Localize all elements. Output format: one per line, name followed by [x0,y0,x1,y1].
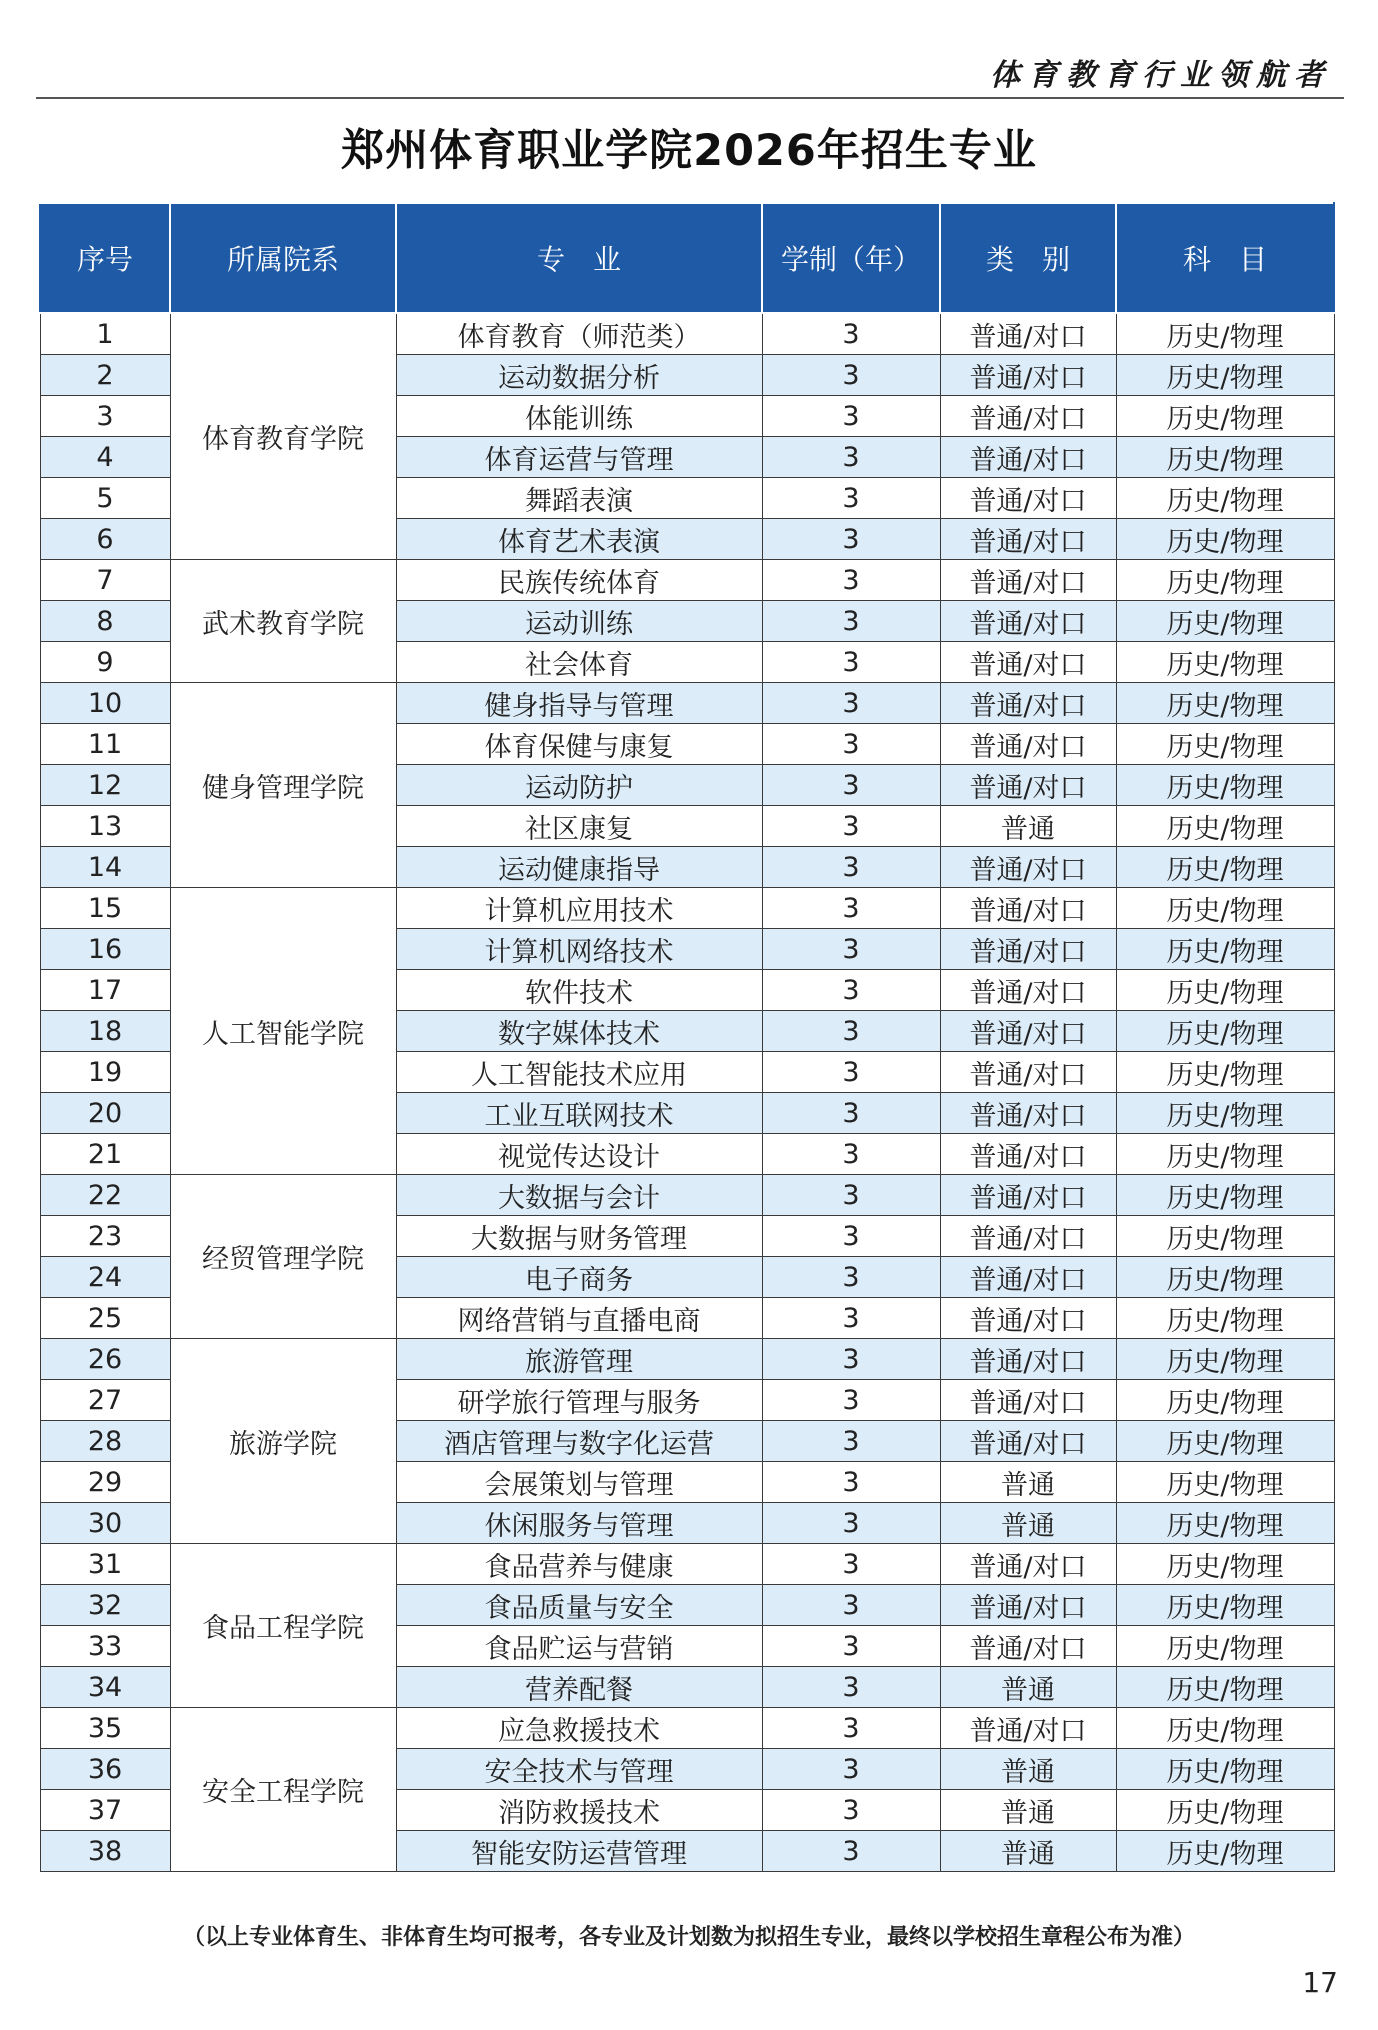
cell-subject: 历史/物理 [1116,519,1334,560]
cell-subject: 历史/物理 [1116,642,1334,683]
cell-type: 普通/对口 [940,847,1116,888]
cell-major: 体育教育（师范类） [396,313,762,355]
table-body [40,313,1334,1872]
table-row [40,1175,1334,1216]
cell-years: 3 [762,1298,940,1339]
cell-type: 普通/对口 [940,1175,1116,1216]
cell-subject: 历史/物理 [1116,970,1334,1011]
cell-type: 普通/对口 [940,642,1116,683]
cell-type: 普通/对口 [940,1421,1116,1462]
cell-type: 普通/对口 [940,1052,1116,1093]
cell-no: 10 [40,683,170,724]
cell-years: 3 [762,724,940,765]
cell-years: 3 [762,1503,940,1544]
cell-major: 社区康复 [396,806,762,847]
cell-type: 普通 [940,1831,1116,1872]
cell-major: 营养配餐 [396,1667,762,1708]
cell-years: 3 [762,929,940,970]
cell-subject: 历史/物理 [1116,1462,1334,1503]
cell-no: 33 [40,1626,170,1667]
cell-major: 数字媒体技术 [396,1011,762,1052]
cell-years: 3 [762,1339,940,1380]
header-divider [36,97,1344,99]
cell-major: 运动训练 [396,601,762,642]
cell-subject: 历史/物理 [1116,1175,1334,1216]
cell-years: 3 [762,1216,940,1257]
cell-years: 3 [762,519,940,560]
cell-major: 社会体育 [396,642,762,683]
cell-no: 37 [40,1790,170,1831]
cell-no: 17 [40,970,170,1011]
cell-type: 普通/对口 [940,1626,1116,1667]
page-title: 郑州体育职业学院2026年招生专业 [341,126,1037,176]
cell-years: 3 [762,1093,940,1134]
cell-years: 3 [762,437,940,478]
cell-major: 安全技术与管理 [396,1749,762,1790]
cell-type: 普通/对口 [940,1544,1116,1585]
cell-years: 3 [762,765,940,806]
cell-no: 7 [40,560,170,601]
cell-years: 3 [762,1667,940,1708]
cell-years: 3 [762,1052,940,1093]
cell-years: 3 [762,1790,940,1831]
cell-no: 2 [40,355,170,396]
cell-no: 14 [40,847,170,888]
cell-no: 24 [40,1257,170,1298]
page-number: 17 [1302,1966,1338,1999]
cell-subject: 历史/物理 [1116,560,1334,601]
column-header-no: 序号 [40,203,170,313]
cell-no: 25 [40,1298,170,1339]
cell-type: 普通/对口 [940,888,1116,929]
cell-years: 3 [762,888,940,929]
cell-major: 人工智能技术应用 [396,1052,762,1093]
cell-major: 体育艺术表演 [396,519,762,560]
cell-type: 普通 [940,806,1116,847]
cell-subject: 历史/物理 [1116,1298,1334,1339]
cell-major: 会展策划与管理 [396,1462,762,1503]
cell-no: 11 [40,724,170,765]
table-row [40,1544,1334,1585]
cell-subject: 历史/物理 [1116,601,1334,642]
cell-no: 34 [40,1667,170,1708]
majors-table [39,202,1335,1872]
cell-subject: 历史/物理 [1116,765,1334,806]
cell-subject: 历史/物理 [1116,1585,1334,1626]
cell-major: 食品营养与健康 [396,1544,762,1585]
cell-type: 普通/对口 [940,1585,1116,1626]
cell-department: 安全工程学院 [170,1708,396,1872]
cell-subject: 历史/物理 [1116,1544,1334,1585]
cell-type: 普通/对口 [940,1380,1116,1421]
cell-years: 3 [762,683,940,724]
table-header-row [40,203,1334,313]
cell-major: 食品贮运与营销 [396,1626,762,1667]
cell-type: 普通 [940,1462,1116,1503]
cell-years: 3 [762,560,940,601]
cell-no: 1 [40,313,170,355]
cell-no: 35 [40,1708,170,1749]
cell-no: 15 [40,888,170,929]
cell-subject: 历史/物理 [1116,724,1334,765]
cell-subject: 历史/物理 [1116,1257,1334,1298]
cell-type: 普通/对口 [940,519,1116,560]
cell-years: 3 [762,1831,940,1872]
cell-type: 普通/对口 [940,478,1116,519]
cell-years: 3 [762,1134,940,1175]
cell-subject: 历史/物理 [1116,929,1334,970]
cell-no: 16 [40,929,170,970]
cell-no: 27 [40,1380,170,1421]
cell-no: 5 [40,478,170,519]
cell-department: 体育教育学院 [170,313,396,560]
cell-major: 体能训练 [396,396,762,437]
cell-major: 研学旅行管理与服务 [396,1380,762,1421]
cell-no: 12 [40,765,170,806]
cell-type: 普通/对口 [940,313,1116,355]
cell-no: 13 [40,806,170,847]
cell-subject: 历史/物理 [1116,478,1334,519]
cell-type: 普通/对口 [940,601,1116,642]
header-slogan: 体育教育行业领航者 [990,58,1332,93]
cell-type: 普通/对口 [940,437,1116,478]
cell-major: 运动健康指导 [396,847,762,888]
cell-subject: 历史/物理 [1116,1134,1334,1175]
cell-major: 体育运营与管理 [396,437,762,478]
column-header-type: 类 别 [940,203,1116,313]
cell-subject: 历史/物理 [1116,1831,1334,1872]
cell-years: 3 [762,1175,940,1216]
cell-type: 普通/对口 [940,1708,1116,1749]
cell-subject: 历史/物理 [1116,1052,1334,1093]
cell-subject: 历史/物理 [1116,1790,1334,1831]
cell-type: 普通/对口 [940,1339,1116,1380]
cell-no: 26 [40,1339,170,1380]
cell-subject: 历史/物理 [1116,1380,1334,1421]
cell-major: 工业互联网技术 [396,1093,762,1134]
table-row [40,683,1334,724]
cell-major: 电子商务 [396,1257,762,1298]
cell-major: 计算机应用技术 [396,888,762,929]
cell-major: 食品质量与安全 [396,1585,762,1626]
cell-major: 网络营销与直播电商 [396,1298,762,1339]
cell-major: 大数据与财务管理 [396,1216,762,1257]
cell-type: 普通/对口 [940,1134,1116,1175]
column-header-years: 学制（年） [762,203,940,313]
cell-major: 计算机网络技术 [396,929,762,970]
cell-major: 舞蹈表演 [396,478,762,519]
cell-no: 20 [40,1093,170,1134]
cell-years: 3 [762,1585,940,1626]
cell-major: 旅游管理 [396,1339,762,1380]
cell-subject: 历史/物理 [1116,1339,1334,1380]
cell-type: 普通 [940,1790,1116,1831]
cell-subject: 历史/物理 [1116,847,1334,888]
cell-subject: 历史/物理 [1116,355,1334,396]
cell-major: 视觉传达设计 [396,1134,762,1175]
cell-years: 3 [762,806,940,847]
cell-no: 22 [40,1175,170,1216]
cell-type: 普通/对口 [940,724,1116,765]
cell-subject: 历史/物理 [1116,437,1334,478]
cell-subject: 历史/物理 [1116,1011,1334,1052]
cell-no: 29 [40,1462,170,1503]
cell-years: 3 [762,1708,940,1749]
cell-years: 3 [762,396,940,437]
cell-department: 旅游学院 [170,1339,396,1544]
cell-type: 普通/对口 [940,396,1116,437]
cell-type: 普通/对口 [940,560,1116,601]
table-row [40,1339,1334,1380]
cell-no: 38 [40,1831,170,1872]
cell-years: 3 [762,1462,940,1503]
cell-years: 3 [762,1626,940,1667]
cell-years: 3 [762,1257,940,1298]
cell-major: 酒店管理与数字化运营 [396,1421,762,1462]
cell-no: 18 [40,1011,170,1052]
cell-major: 大数据与会计 [396,1175,762,1216]
cell-type: 普通/对口 [940,1093,1116,1134]
cell-no: 31 [40,1544,170,1585]
cell-type: 普通/对口 [940,355,1116,396]
cell-subject: 历史/物理 [1116,313,1334,355]
cell-years: 3 [762,1749,940,1790]
cell-subject: 历史/物理 [1116,683,1334,724]
cell-major: 健身指导与管理 [396,683,762,724]
cell-major: 应急救援技术 [396,1708,762,1749]
cell-no: 8 [40,601,170,642]
cell-major: 运动数据分析 [396,355,762,396]
cell-department: 健身管理学院 [170,683,396,888]
cell-type: 普通/对口 [940,1011,1116,1052]
cell-no: 4 [40,437,170,478]
cell-type: 普通 [940,1503,1116,1544]
cell-subject: 历史/物理 [1116,1216,1334,1257]
table-row [40,1708,1334,1749]
cell-type: 普通/对口 [940,1216,1116,1257]
cell-subject: 历史/物理 [1116,806,1334,847]
cell-major: 智能安防运营管理 [396,1831,762,1872]
cell-no: 21 [40,1134,170,1175]
cell-type: 普通/对口 [940,970,1116,1011]
cell-no: 3 [40,396,170,437]
cell-type: 普通/对口 [940,929,1116,970]
cell-no: 23 [40,1216,170,1257]
cell-years: 3 [762,1544,940,1585]
cell-subject: 历史/物理 [1116,1421,1334,1462]
cell-years: 3 [762,601,940,642]
cell-type: 普通/对口 [940,683,1116,724]
cell-subject: 历史/物理 [1116,1503,1334,1544]
cell-years: 3 [762,970,940,1011]
cell-subject: 历史/物理 [1116,1749,1334,1790]
cell-major: 休闲服务与管理 [396,1503,762,1544]
cell-department: 食品工程学院 [170,1544,396,1708]
cell-years: 3 [762,1380,940,1421]
cell-major: 民族传统体育 [396,560,762,601]
cell-subject: 历史/物理 [1116,1708,1334,1749]
cell-type: 普通/对口 [940,765,1116,806]
cell-department: 经贸管理学院 [170,1175,396,1339]
cell-type: 普通 [940,1749,1116,1790]
cell-no: 28 [40,1421,170,1462]
column-header-subject: 科 目 [1116,203,1334,313]
cell-type: 普通/对口 [940,1298,1116,1339]
cell-no: 19 [40,1052,170,1093]
cell-years: 3 [762,642,940,683]
cell-years: 3 [762,847,940,888]
table-row [40,560,1334,601]
cell-subject: 历史/物理 [1116,396,1334,437]
cell-subject: 历史/物理 [1116,1667,1334,1708]
table-row [40,313,1334,355]
cell-major: 运动防护 [396,765,762,806]
cell-years: 3 [762,1011,940,1052]
cell-type: 普通/对口 [940,1257,1116,1298]
footnote: （以上专业体育生、非体育生均可报考，各专业及计划数为拟招生专业，最终以学校招生章程公布为准） [182,1925,1195,1950]
cell-years: 3 [762,1421,940,1462]
cell-department: 武术教育学院 [170,560,396,683]
cell-major: 消防救援技术 [396,1790,762,1831]
cell-subject: 历史/物理 [1116,1093,1334,1134]
column-header-dept: 所属院系 [170,203,396,313]
cell-no: 30 [40,1503,170,1544]
cell-department: 人工智能学院 [170,888,396,1175]
column-header-major: 专 业 [396,203,762,313]
cell-no: 9 [40,642,170,683]
cell-years: 3 [762,478,940,519]
cell-major: 体育保健与康复 [396,724,762,765]
cell-years: 3 [762,313,940,355]
cell-no: 6 [40,519,170,560]
cell-type: 普通 [940,1667,1116,1708]
cell-years: 3 [762,355,940,396]
cell-subject: 历史/物理 [1116,888,1334,929]
cell-subject: 历史/物理 [1116,1626,1334,1667]
cell-major: 软件技术 [396,970,762,1011]
cell-no: 36 [40,1749,170,1790]
cell-no: 32 [40,1585,170,1626]
table-row [40,888,1334,929]
